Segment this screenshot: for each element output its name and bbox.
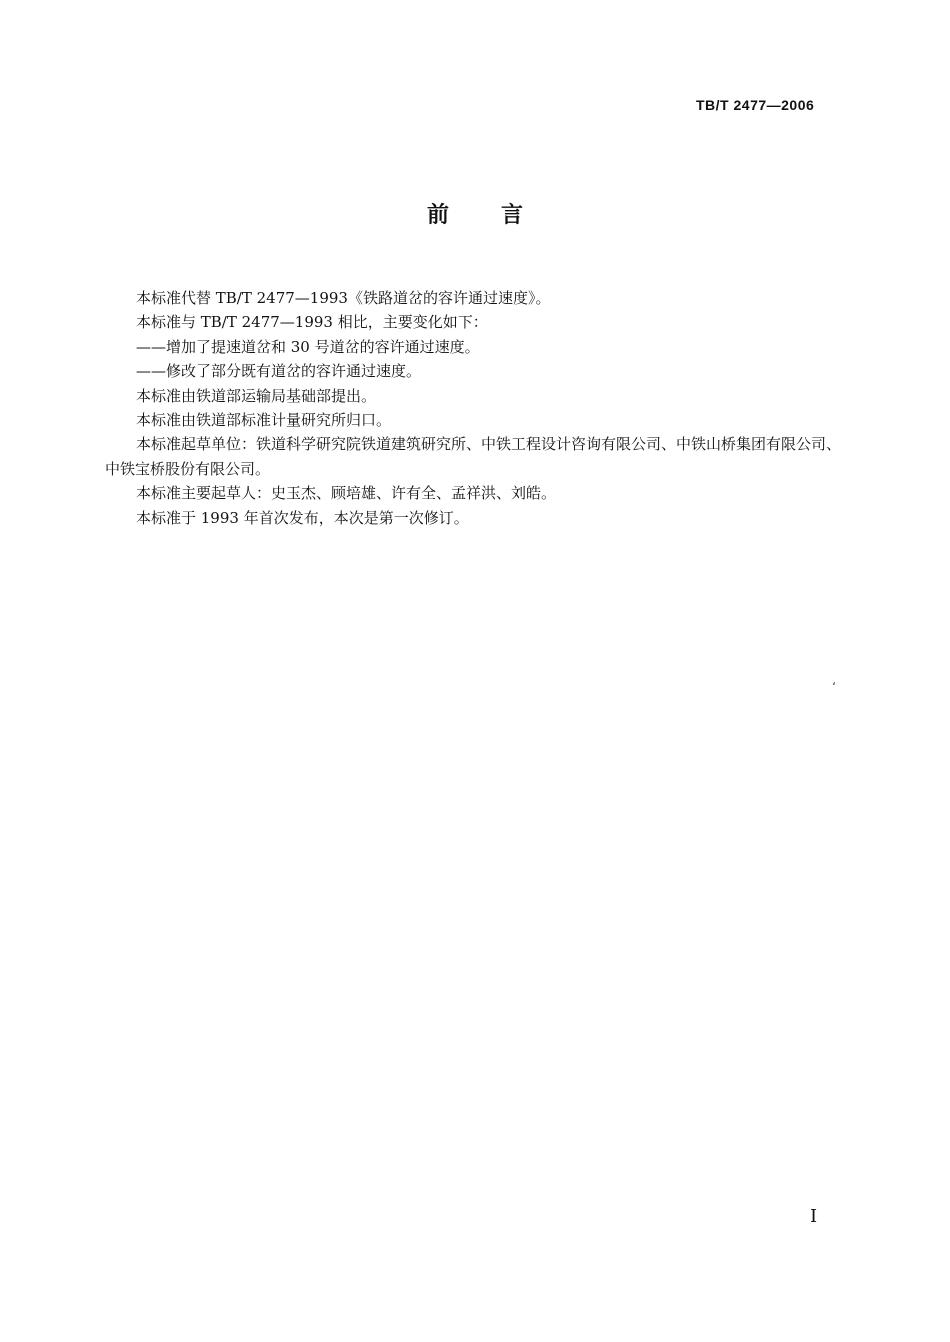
paragraph-changes-intro: 本标准与 TB/T 2477—1993 相比，主要变化如下： <box>136 313 488 332</box>
standard-number: TB/T 2477—2006 <box>696 97 815 113</box>
foreword-body <box>105 286 845 530</box>
paragraph-replaces: 本标准代替 TB/T 2477—1993《铁路道岔的容许通过速度》。 <box>136 289 551 307</box>
title-part-1: 前 <box>426 203 449 228</box>
change-item: ——修改了部分既有道岔的容许通过速度。 <box>136 362 422 381</box>
paragraph-centralized-by: 本标准由铁道部标准计量研究所归口。 <box>136 411 392 430</box>
title-part-2: 言 <box>501 203 524 228</box>
change-item: ——增加了提速道岔和 30 号道岔的容许通过速度。 <box>136 337 480 356</box>
paragraph-drafters: 本标准主要起草人：史玉杰、顾培雄、许有全、孟祥洪、刘皓。 <box>136 484 557 503</box>
page-title <box>0 198 950 229</box>
paragraph-proposed-by: 本标准由铁道部运输局基础部提出。 <box>136 386 377 405</box>
paragraph-history: 本标准于 1993 年首次发布，本次是第一次修订。 <box>136 508 469 527</box>
page-number: I <box>810 1206 818 1227</box>
stray-mark: ‘ <box>832 680 836 694</box>
paragraph-drafting-units: 本标准起草单位：铁道科学研究院铁道建筑研究所、中铁工程设计咨询有限公司、中铁山桥集团有限公司、中铁宝桥股份有限公司。 <box>105 435 842 478</box>
